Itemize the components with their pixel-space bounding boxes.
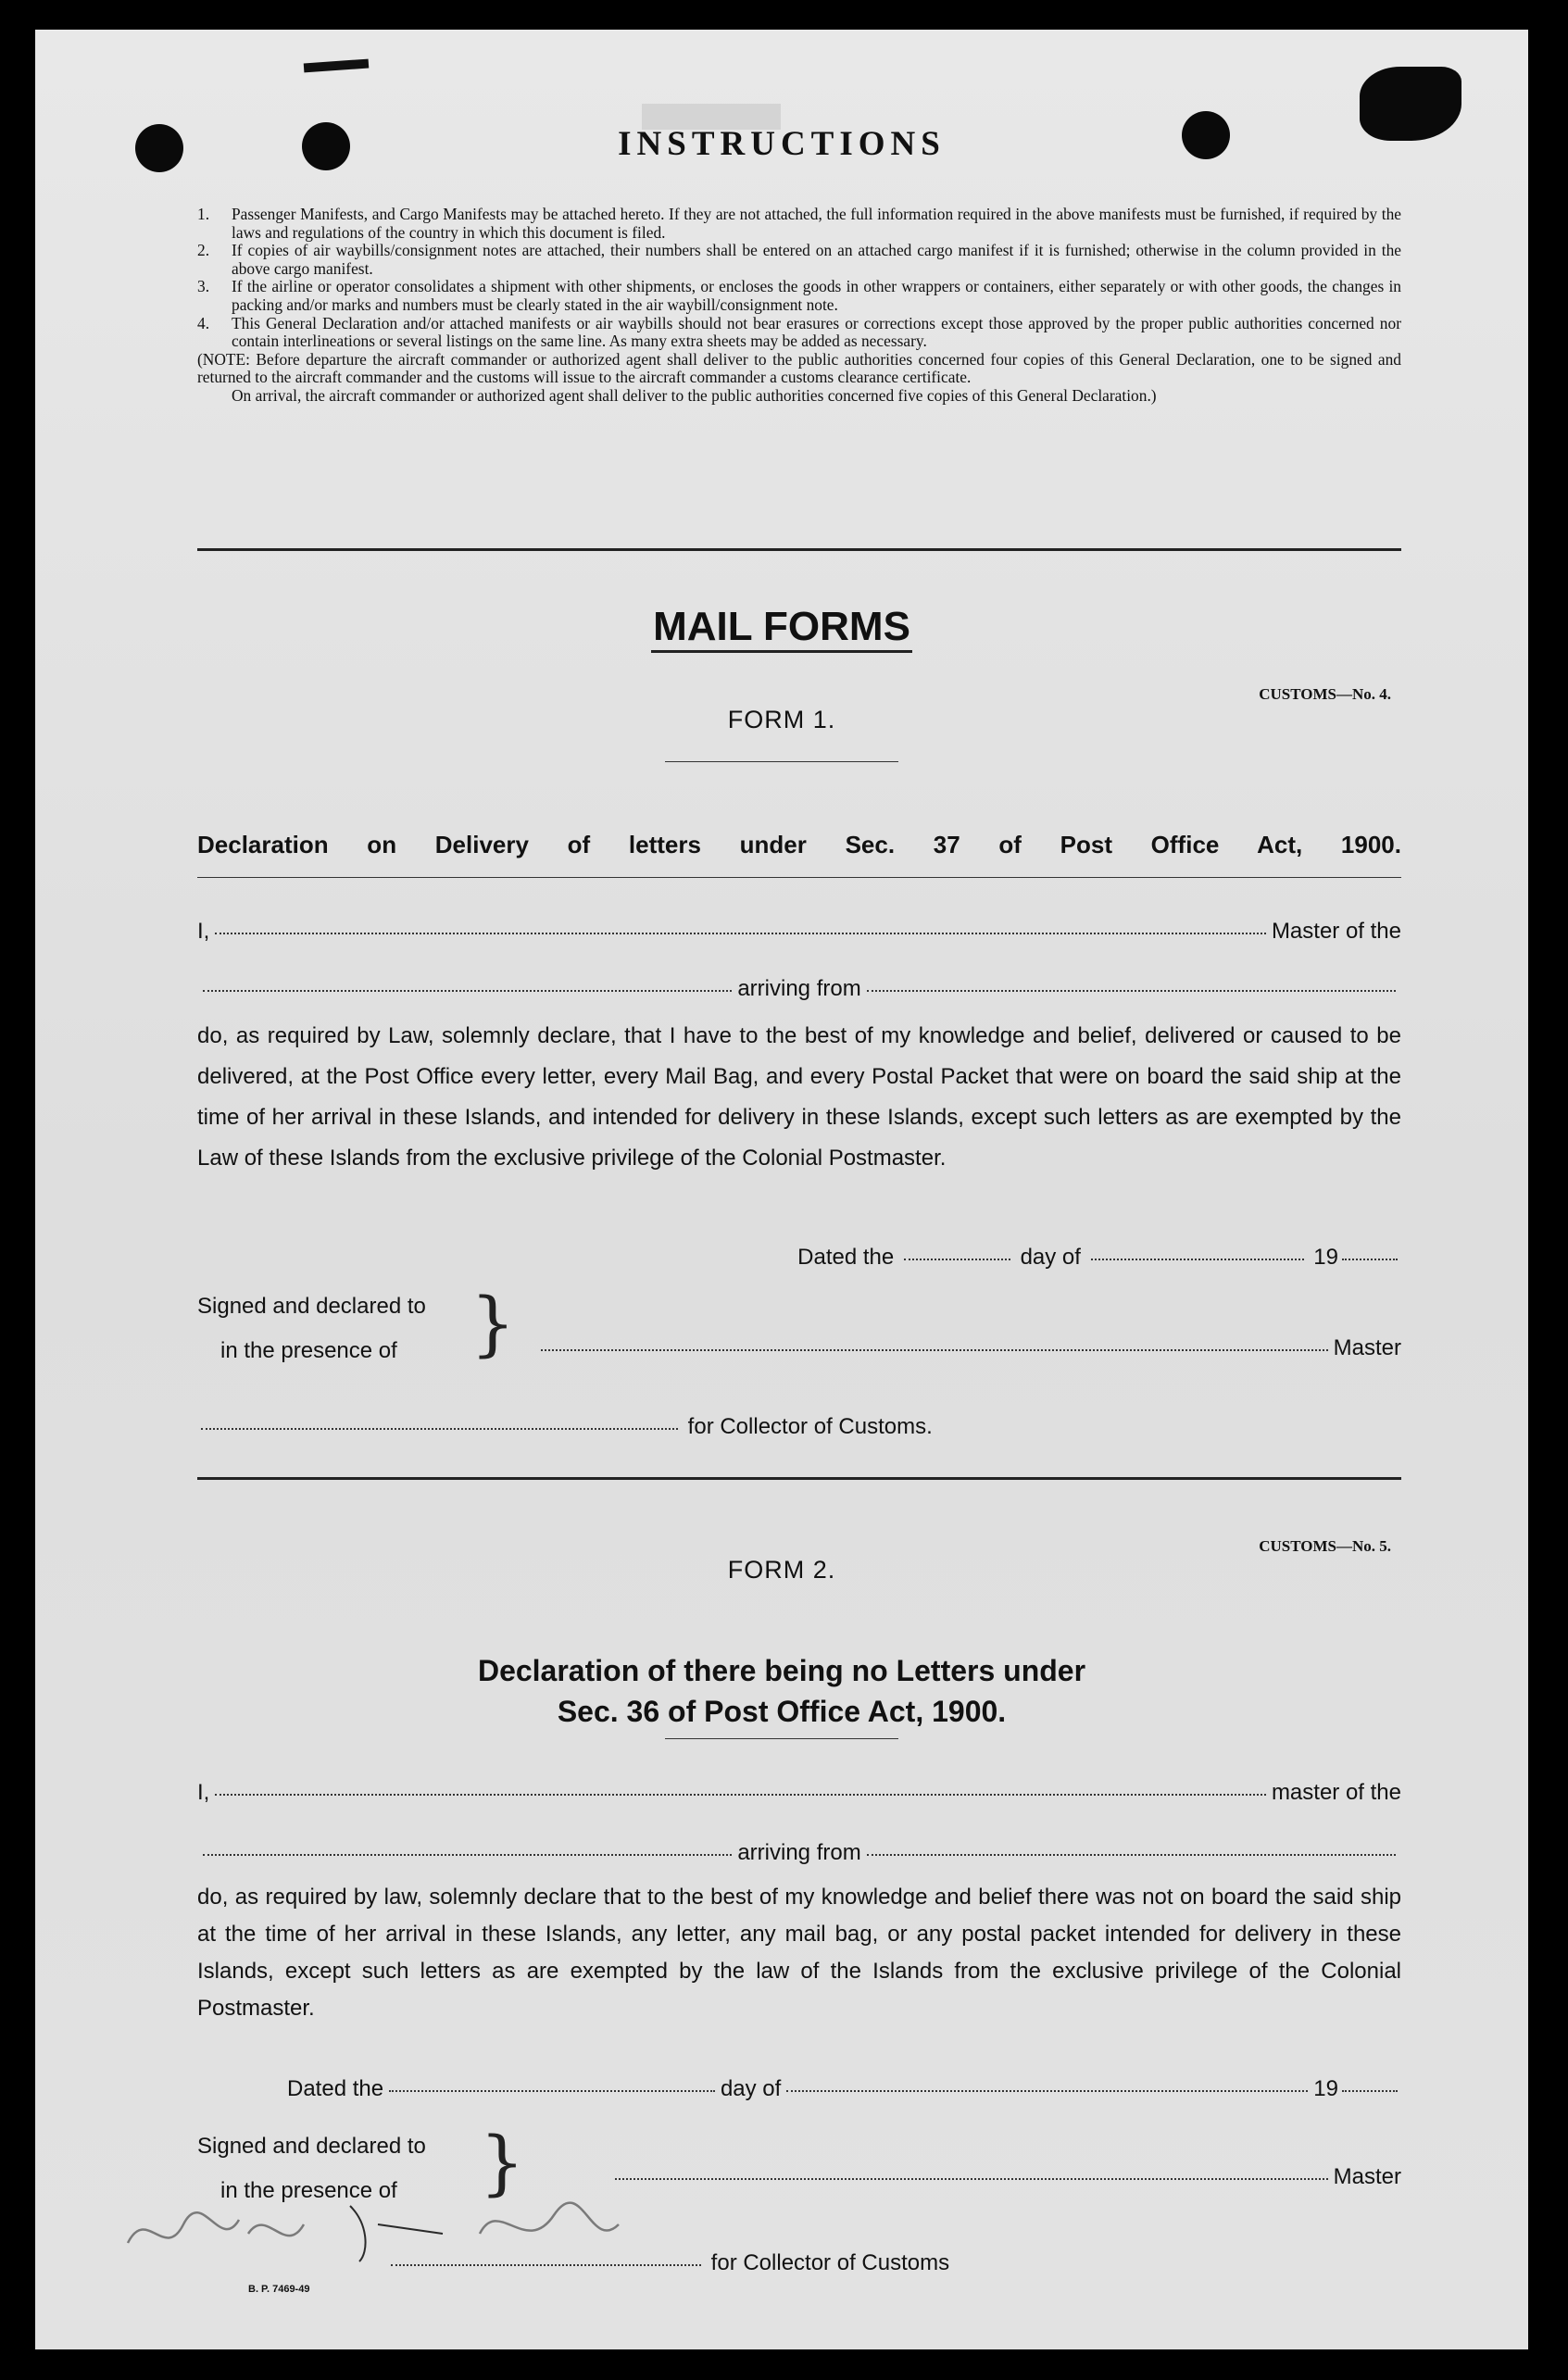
form1-label-underline — [665, 761, 898, 762]
divider — [197, 1477, 1401, 1480]
instructions-list — [197, 206, 1401, 406]
date-day-field[interactable] — [904, 1258, 1010, 1260]
form2-master-line: I, master of the — [197, 1780, 1401, 1805]
form1-master-line: I, Master of the — [197, 919, 1401, 944]
instruction-item: 1. Passenger Manifests, and Cargo Manifests may be attached hereto. If they are not attached, the full information required in the above manifests must be furnished, if required by the laws and regulations of the country in which this document is filed. — [197, 205, 1401, 242]
master-signature-field[interactable] — [615, 2177, 1328, 2180]
form2-brace: } — [480, 2121, 525, 2203]
form2-master-signature-line: Master — [609, 2164, 1401, 2190]
master-signature-field[interactable] — [541, 1348, 1328, 1351]
instruction-item: 4. This General Declaration and/or attached manifests or air waybills should not bear erasures or corrections except those approved by the proper public authorities concerned nor contain interlineations or several listings on the same line. As many extra sheets may be added as necessary. — [197, 313, 1401, 351]
form2-body: do, as required by law, solemnly declare that to the best of my knowledge and belief there was not on board the said ship at the time of her arrival in these Islands, any letter, any mail bag, or any postal packet intended for delivery in these Islands, except such letters as are exempted by the law of the Islands from the exclusive privilege of the Colonial Postmaster. — [197, 1885, 1401, 2021]
date-year-field[interactable] — [1342, 1258, 1398, 1260]
form2-arriving-line: arriving from — [197, 1840, 1401, 1866]
divider — [197, 548, 1401, 551]
instruction-note-arrival: On arrival, the aircraft commander or authorized agent shall deliver to the public authorities concerned five copies of this General Declaration.) — [232, 385, 1157, 405]
form2-dated-line: Dated the day of 19 — [287, 2076, 1401, 2102]
form1-collector-line: for Collector of Customs. — [197, 1414, 1401, 1440]
form1-label: FORM 1. — [727, 706, 836, 733]
form1-arriving-line: arriving from — [197, 976, 1401, 1002]
customs-number-form2: CUSTOMS—No. 5. — [1259, 1537, 1391, 1555]
date-month-field[interactable] — [1091, 1258, 1304, 1260]
form2-collector-line: for Collector of Customs — [387, 2250, 1401, 2276]
form2-label: FORM 2. — [727, 1556, 836, 1584]
master-name-field[interactable] — [215, 1793, 1266, 1796]
date-year-field[interactable] — [1342, 2089, 1398, 2092]
form1-body: do, as required by Law, solemnly declare, that I have to the best of my knowledge and belief, delivered or caused to be delivered, at the Post Office every letter, every Mail Bag, and every Postal Packet that were on board the said ship at the time of her arrival in these Islands, and intended for delivery in these Islands, except such letters as are exempted by the Law of these Islands from the exclusive privilege of the Colonial Postmaster. — [197, 1023, 1401, 1171]
form2-declaration-title: Declaration of there being no Letters under Sec. 36 of Post Office Act, 1900. — [477, 1654, 1086, 1728]
form-print-code: B. P. 7469-49 — [248, 2284, 310, 2295]
date-month-field[interactable] — [786, 2089, 1308, 2092]
customs-number-form1: CUSTOMS—No. 4. — [1259, 685, 1391, 703]
collector-signature-field[interactable] — [391, 2263, 701, 2266]
document-page — [35, 30, 1528, 2349]
date-day-field[interactable] — [389, 2089, 715, 2092]
form1-signed-label: Signed and declared to in the presence of — [197, 1294, 426, 1363]
master-name-field[interactable] — [215, 932, 1266, 934]
form2-title-underline — [665, 1738, 898, 1739]
collector-signature-field[interactable] — [201, 1427, 678, 1430]
instruction-item: 3. If the airline or operator consolidates a shipment with other shipments, or encloses the goods in other wrappers or containers, either separately or with other goods, the changes in packing and/or marks and numbers must be clearly stated in the air waybill/consignment note. — [197, 277, 1401, 314]
mail-forms-title: MAIL FORMS — [35, 604, 1528, 650]
top-left-damage — [304, 59, 370, 73]
instructions-title: INSTRUCTIONS — [618, 125, 946, 163]
form1-master-signature-line: Master — [535, 1335, 1401, 1361]
form2-signed-label: Signed and declared to in the presence of — [197, 2134, 426, 2203]
form1-declaration-title: Declaration on Delivery of letters under Sec. 37 of Post Office Act, 1900. — [197, 831, 1401, 858]
form1-brace: } — [470, 1282, 516, 1364]
arriving-from-field[interactable] — [867, 1853, 1396, 1856]
form1-title-rule — [197, 877, 1401, 878]
instruction-note: (NOTE: Before departure the aircraft commander or authorized agent shall deliver to the public authorities concerned four copies of this General Declaration, one to be signed and returned to the aircraft commander and the customs will issue to the aircraft commander a customs clearance certificate. — [197, 349, 1401, 387]
arriving-from-field[interactable] — [867, 989, 1396, 992]
ship-name-field[interactable] — [203, 989, 732, 992]
ship-name-field[interactable] — [203, 1853, 732, 1856]
form1-dated-line: Dated the day of 19 — [197, 1245, 1401, 1271]
instruction-item: 2. If copies of air waybills/consignment notes are attached, their numbers shall be entered on an attached cargo manifest if it is furnished; otherwise in the column provided in the above cargo manifest. — [197, 241, 1401, 278]
